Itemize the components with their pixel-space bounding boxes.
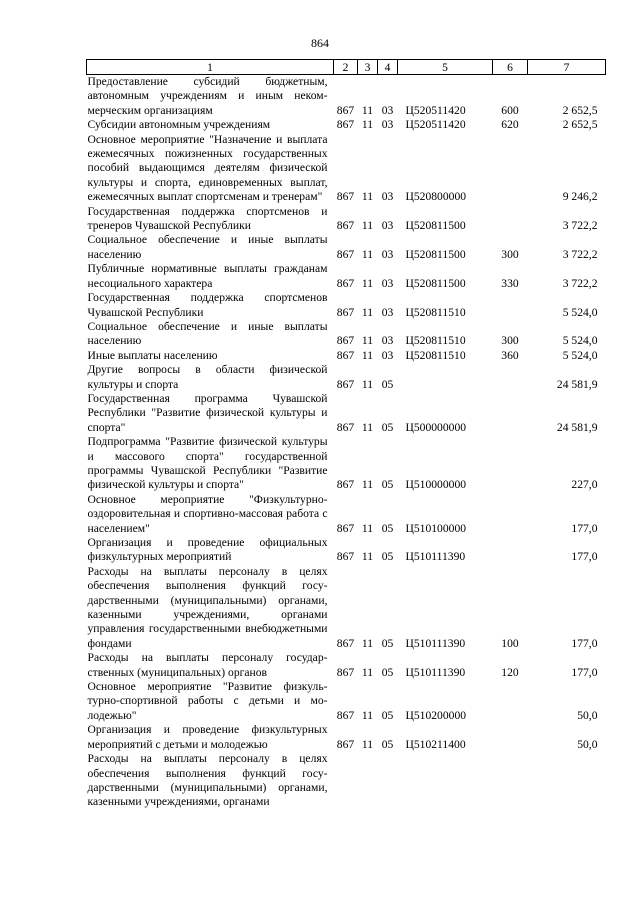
item-name: Основное мероприятие "Физкультурно-оздоровительная и спортивно-массовая работа с населением" bbox=[87, 492, 328, 535]
section-code: 11 bbox=[361, 305, 374, 319]
table-row bbox=[87, 651, 606, 680]
subsection-code: 03 bbox=[381, 118, 394, 132]
expense-type-code bbox=[493, 536, 528, 565]
expense-type-code bbox=[493, 205, 528, 234]
target-article-code: Ц520811500 bbox=[405, 247, 466, 261]
table-row bbox=[87, 118, 606, 132]
amount: 24 581,9 bbox=[556, 377, 598, 391]
expense-type-code bbox=[493, 363, 528, 392]
subsection-code: 03 bbox=[381, 305, 394, 319]
target-article-code: Ц520800000 bbox=[405, 190, 467, 204]
amount: 3 722,2 bbox=[562, 276, 598, 290]
ministry-code: 867 bbox=[336, 276, 355, 290]
ministry-code: 867 bbox=[336, 219, 355, 233]
table-row bbox=[87, 320, 606, 349]
ministry-code: 867 bbox=[336, 636, 355, 650]
table-row bbox=[87, 536, 606, 565]
expense-type-code bbox=[493, 392, 528, 435]
ministry-code: 867 bbox=[336, 478, 355, 492]
amount: 5 524,0 bbox=[562, 348, 598, 362]
section-code: 11 bbox=[361, 521, 374, 535]
subsection-code: 05 bbox=[381, 708, 394, 722]
ministry-code: 867 bbox=[336, 247, 355, 261]
ministry-code: 867 bbox=[336, 118, 355, 132]
section-code: 11 bbox=[361, 550, 374, 564]
expense-type-code: 300 bbox=[501, 334, 519, 348]
ministry-code: 867 bbox=[336, 103, 355, 117]
section-code: 11 bbox=[361, 377, 374, 391]
target-article-code: Ц510211400 bbox=[405, 737, 466, 751]
target-article-code bbox=[398, 363, 493, 392]
item-name: Организация и проведение официальных физкультурных мероприятий bbox=[87, 536, 328, 564]
target-article-code: Ц520811500 bbox=[405, 219, 466, 233]
item-name: Подпрограмма "Развитие физической культуры и массового спорта" государственной программы Чувашской Республики "Развитие физической культуры и спорта" bbox=[87, 435, 328, 492]
subsection-code: 05 bbox=[381, 636, 394, 650]
item-name: Публичные нормативные выплаты гражданам несоциального характера bbox=[87, 262, 328, 290]
column-header: 7 bbox=[528, 60, 606, 75]
subsection-code: 03 bbox=[381, 348, 394, 362]
amount: 50,0 bbox=[577, 737, 598, 751]
ministry-code bbox=[334, 752, 358, 810]
amount: 9 246,2 bbox=[562, 190, 598, 204]
expense-type-code: 100 bbox=[501, 636, 519, 650]
item-name: Организация и проведение физкультурных мероприятий с детьми и молодежью bbox=[87, 723, 328, 751]
item-name: Расходы на выплаты персоналу государственных (муниципальных) органов bbox=[87, 651, 328, 679]
expense-type-code: 360 bbox=[501, 348, 519, 362]
expense-type-code bbox=[493, 435, 528, 493]
target-article-code: Ц500000000 bbox=[405, 420, 467, 434]
subsection-code: 05 bbox=[381, 550, 394, 564]
target-article-code: Ц520511420 bbox=[405, 118, 466, 132]
expense-type-code bbox=[493, 680, 528, 723]
ministry-code: 867 bbox=[336, 708, 355, 722]
ministry-code: 867 bbox=[336, 190, 355, 204]
target-article-code: Ц520811510 bbox=[405, 348, 466, 362]
table-row bbox=[87, 349, 606, 363]
table-row bbox=[87, 363, 606, 392]
target-article-code: Ц520811510 bbox=[405, 305, 466, 319]
amount: 2 652,5 bbox=[562, 103, 598, 117]
section-code: 11 bbox=[361, 118, 374, 132]
ministry-code: 867 bbox=[336, 521, 355, 535]
item-name: Социальное обеспечение и иные выплаты населению bbox=[87, 319, 328, 348]
column-header: 4 bbox=[378, 60, 398, 75]
subsection-code: 05 bbox=[381, 665, 394, 679]
table-row bbox=[87, 723, 606, 752]
table-row bbox=[87, 75, 606, 119]
target-article-code bbox=[398, 752, 493, 810]
subsection-code: 03 bbox=[381, 334, 394, 348]
subsection-code: 03 bbox=[381, 276, 394, 290]
section-code: 11 bbox=[361, 478, 374, 492]
ministry-code: 867 bbox=[336, 665, 355, 679]
amount: 177,0 bbox=[571, 636, 598, 650]
expense-type-code: 600 bbox=[501, 103, 519, 117]
section-code: 11 bbox=[361, 190, 374, 204]
target-article-code: Ц510100000 bbox=[405, 521, 467, 535]
expense-type-code bbox=[493, 291, 528, 320]
section-code: 11 bbox=[361, 636, 374, 650]
column-header: 3 bbox=[358, 60, 378, 75]
amount: 5 524,0 bbox=[562, 334, 598, 348]
column-header: 2 bbox=[334, 60, 358, 75]
ministry-code: 867 bbox=[336, 305, 355, 319]
section-code bbox=[358, 752, 378, 810]
page-number: 864 bbox=[311, 36, 329, 50]
subsection-code: 03 bbox=[381, 247, 394, 261]
target-article-code: Ц520511420 bbox=[405, 103, 466, 117]
item-name: Другие вопросы в области физической культуры и спорта bbox=[87, 363, 328, 391]
table-row bbox=[87, 565, 606, 651]
table-header-row bbox=[87, 60, 606, 75]
table-row bbox=[87, 435, 606, 493]
subsection-code: 03 bbox=[381, 103, 394, 117]
item-name: Субсидии автономным учреждениям bbox=[87, 118, 271, 132]
subsection-code: 03 bbox=[381, 190, 394, 204]
item-name: Расходы на выплаты персоналу в целях обеспечения выполнения функций государственными (муниципальными) органами, казенными учреждениями, органами bbox=[87, 752, 328, 809]
section-code: 11 bbox=[361, 665, 374, 679]
target-article-code: Ц520811500 bbox=[405, 276, 466, 290]
expense-type-code bbox=[493, 133, 528, 205]
column-header: 1 bbox=[87, 60, 334, 75]
section-code: 11 bbox=[361, 348, 374, 362]
target-article-code: Ц510200000 bbox=[405, 708, 467, 722]
subsection-code: 05 bbox=[381, 521, 394, 535]
item-name: Основное мероприятие "Развитие физкультурно-спортивной работы с детьми и молодежью" bbox=[87, 680, 328, 722]
table-row bbox=[87, 392, 606, 435]
item-name: Государственная программа Чувашской Республики "Развитие физической культуры и спорта" bbox=[87, 391, 328, 434]
item-name: Государственная поддержка спортсменов и тренеров Чувашской Республики bbox=[87, 204, 328, 233]
section-code: 11 bbox=[361, 219, 374, 233]
expense-type-code: 330 bbox=[501, 276, 519, 290]
target-article-code: Ц510000000 bbox=[405, 478, 467, 492]
column-header: 6 bbox=[493, 60, 528, 75]
table-row bbox=[87, 133, 606, 205]
subsection-code: 05 bbox=[381, 478, 394, 492]
section-code: 11 bbox=[361, 103, 374, 117]
amount: 2 652,5 bbox=[562, 118, 598, 132]
amount: 177,0 bbox=[571, 550, 598, 564]
item-name: Предоставление субсидий бюджетным, автономным учреждениям и иным некоммерческим организациям bbox=[87, 75, 328, 117]
item-name: Основное мероприятие "Назначение и выплата ежемесячных пожизненных государственных пособий выдающимся деятелям физической культуры и спорта, единовременных выплат, ежемесячных выплат спортсменам и тренерам" bbox=[87, 132, 328, 204]
amount: 177,0 bbox=[571, 521, 598, 535]
subsection-code bbox=[378, 752, 398, 810]
amount: 50,0 bbox=[577, 708, 598, 722]
target-article-code: Ц510111390 bbox=[405, 636, 466, 650]
target-article-code: Ц520811510 bbox=[405, 334, 466, 348]
subsection-code: 05 bbox=[381, 737, 394, 751]
table-row bbox=[87, 291, 606, 320]
expense-type-code bbox=[493, 752, 528, 810]
expense-type-code bbox=[493, 493, 528, 536]
amount: 227,0 bbox=[571, 478, 598, 492]
item-name: Социальное обеспечение и иные выплаты населению bbox=[87, 233, 328, 261]
section-code: 11 bbox=[361, 708, 374, 722]
expense-type-code: 120 bbox=[501, 665, 519, 679]
table-row bbox=[87, 262, 606, 291]
item-name: Государственная поддержка спортсменов Чувашской Республики bbox=[87, 291, 328, 319]
table-row bbox=[87, 680, 606, 723]
item-name: Иные выплаты населению bbox=[87, 348, 218, 362]
amount bbox=[528, 752, 606, 810]
item-name: Расходы на выплаты персоналу в целях обеспечения выполнения функций государственными (муниципальными) органами, казенными учреждениями, органами управления государственными внебюджетными фондами bbox=[87, 564, 328, 650]
subsection-code: 03 bbox=[381, 219, 394, 233]
ministry-code: 867 bbox=[336, 348, 355, 362]
target-article-code: Ц510111390 bbox=[405, 665, 466, 679]
column-header: 5 bbox=[398, 60, 493, 75]
amount: 177,0 bbox=[571, 665, 598, 679]
ministry-code: 867 bbox=[336, 737, 355, 751]
table-row bbox=[87, 493, 606, 536]
amount: 5 524,0 bbox=[562, 305, 598, 319]
expense-type-code: 620 bbox=[501, 118, 519, 132]
section-code: 11 bbox=[361, 737, 374, 751]
section-code: 11 bbox=[361, 247, 374, 261]
section-code: 11 bbox=[361, 276, 374, 290]
expense-type-code bbox=[493, 723, 528, 752]
section-code: 11 bbox=[361, 420, 374, 434]
subsection-code: 05 bbox=[381, 377, 394, 391]
amount: 24 581,9 bbox=[556, 420, 598, 434]
ministry-code: 867 bbox=[336, 420, 355, 434]
target-article-code: Ц510111390 bbox=[405, 550, 466, 564]
amount: 3 722,2 bbox=[562, 247, 598, 261]
table-row bbox=[87, 205, 606, 234]
table-row bbox=[87, 233, 606, 262]
subsection-code: 05 bbox=[381, 420, 394, 434]
ministry-code: 867 bbox=[336, 334, 355, 348]
amount: 3 722,2 bbox=[562, 219, 598, 233]
expense-type-code: 300 bbox=[501, 247, 519, 261]
ministry-code: 867 bbox=[336, 377, 355, 391]
ministry-code: 867 bbox=[336, 550, 355, 564]
section-code: 11 bbox=[361, 334, 374, 348]
budget-table bbox=[86, 59, 606, 810]
table-row bbox=[87, 752, 606, 810]
